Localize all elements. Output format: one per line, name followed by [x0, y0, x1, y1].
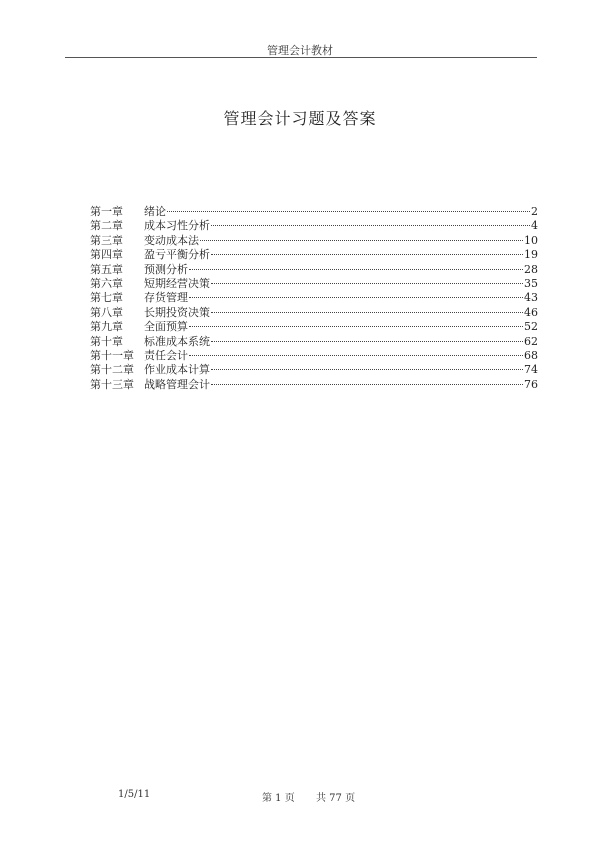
- toc-entry[interactable]: [90, 234, 538, 248]
- toc-chapter-title: 短期经营决策: [144, 276, 210, 290]
- footer-date: 1/5/11: [118, 789, 151, 800]
- toc-dot-leader: [211, 383, 523, 385]
- toc-dot-leader: [189, 325, 523, 327]
- toc-page-number: 76: [524, 377, 538, 391]
- footer-total-pages: 共 77 页: [316, 793, 356, 804]
- toc-entry[interactable]: [90, 363, 538, 377]
- toc-chapter-title: 存货管理: [144, 291, 188, 305]
- toc-chapter-title: 成本习性分析: [144, 219, 210, 233]
- toc-chapter-label: 第三章: [90, 233, 123, 247]
- toc-page-number: 35: [524, 276, 538, 290]
- toc-dot-leader: [189, 354, 523, 356]
- toc-page-number: 52: [524, 320, 538, 334]
- toc-dot-leader: [211, 253, 523, 255]
- toc-chapter-label: 第九章: [90, 320, 123, 334]
- running-header: 管理会计教材: [267, 44, 333, 57]
- header-divider: [65, 57, 537, 58]
- toc-chapter-title: 全面预算: [144, 320, 188, 334]
- toc-chapter-title: 战略管理会计: [144, 377, 210, 391]
- toc-entry[interactable]: [90, 277, 538, 291]
- toc-chapter-title: 标准成本系统: [144, 334, 210, 348]
- toc-chapter-label: 第四章: [90, 248, 123, 262]
- toc-dot-leader: [189, 268, 523, 270]
- toc-page-number: 68: [524, 348, 538, 362]
- toc-chapter-label: 第七章: [90, 291, 123, 305]
- toc-chapter-label: 第八章: [90, 305, 123, 319]
- toc-page-number: 43: [524, 291, 538, 305]
- toc-chapter-label: 第六章: [90, 276, 123, 290]
- toc-entry[interactable]: [90, 378, 538, 392]
- toc-page-number: 4: [531, 219, 538, 233]
- toc-dot-leader: [189, 296, 523, 298]
- toc-entry[interactable]: [90, 291, 538, 305]
- toc-chapter-title: 长期投资决策: [144, 305, 210, 319]
- toc-dot-leader: [211, 224, 530, 226]
- toc-page-number: 46: [524, 305, 538, 319]
- table-of-contents: [90, 205, 538, 392]
- toc-entry[interactable]: [90, 205, 538, 219]
- toc-dot-leader: [167, 210, 530, 212]
- toc-page-number: 19: [524, 248, 538, 262]
- toc-dot-leader: [211, 311, 523, 313]
- toc-chapter-label: 第十一章: [90, 348, 134, 362]
- toc-chapter-label: 第五章: [90, 262, 123, 276]
- toc-chapter-title: 作业成本计算: [144, 363, 210, 377]
- toc-chapter-label: 第十章: [90, 334, 123, 348]
- toc-chapter-label: 第十二章: [90, 363, 134, 377]
- toc-entry[interactable]: [90, 349, 538, 363]
- toc-chapter-title: 预测分析: [144, 262, 188, 276]
- toc-chapter-title: 盈亏平衡分析: [144, 248, 210, 262]
- page-footer: [0, 789, 600, 803]
- toc-dot-leader: [211, 282, 523, 284]
- toc-page-number: 2: [531, 205, 538, 218]
- toc-entry[interactable]: [90, 263, 538, 277]
- toc-chapter-title: 绪论: [144, 205, 166, 218]
- toc-page-number: 28: [524, 262, 538, 276]
- toc-page-number: 62: [524, 334, 538, 348]
- toc-page-number: 74: [524, 363, 538, 377]
- toc-dot-leader: [200, 239, 523, 241]
- toc-entry[interactable]: [90, 306, 538, 320]
- toc-dot-leader: [211, 368, 523, 370]
- document-title: 管理会计习题及答案: [223, 109, 377, 128]
- toc-chapter-label: 第十三章: [90, 377, 134, 391]
- toc-chapter-label: 第一章: [90, 205, 123, 218]
- toc-chapter-label: 第二章: [90, 219, 123, 233]
- toc-page-number: 10: [524, 233, 538, 247]
- toc-dot-leader: [211, 340, 523, 342]
- toc-chapter-title: 责任会计: [144, 348, 188, 362]
- toc-entry[interactable]: [90, 248, 538, 262]
- toc-entry[interactable]: [90, 335, 538, 349]
- toc-chapter-title: 变动成本法: [144, 233, 199, 247]
- toc-entry[interactable]: [90, 219, 538, 233]
- footer-page-number: 第 1 页: [262, 793, 295, 804]
- toc-entry[interactable]: [90, 320, 538, 334]
